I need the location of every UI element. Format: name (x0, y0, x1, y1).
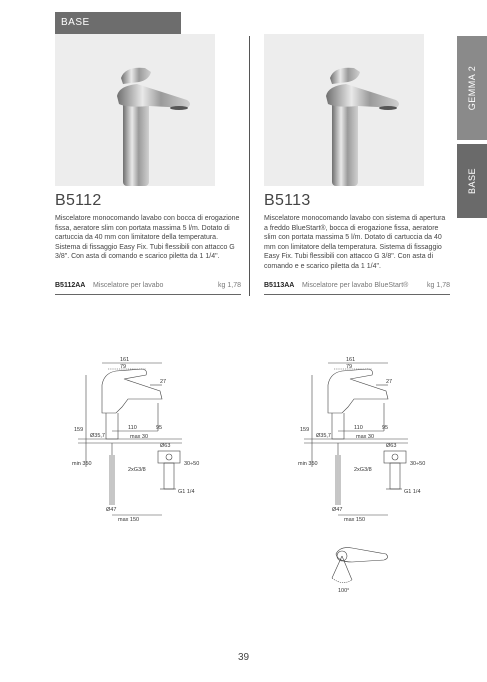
order-row (264, 282, 450, 289)
side-tab-section-label: BASE (467, 167, 477, 195)
order-code: B5112AA (55, 282, 86, 289)
product-photo-b5112 (55, 34, 215, 186)
dim-63: Ø63 (386, 443, 397, 449)
product-description: Miscelatore monocomando lavabo con sistema di apertura a freddo BlueStart®, bocca di erogazione fissa, aeratore slim con portata massima 5 l/m. Dotato di cartuccia da 40 mm con limitatore della temperatura. Sistema di fissaggio Easy Fix. Tubi flessibili con attacco G 3/8". Con asta di comando e e scarico piletta da 1 1/4". (264, 215, 446, 270)
order-divider (55, 294, 241, 295)
technical-drawing-b5112 (72, 355, 242, 525)
dim-161: 161 (120, 357, 130, 363)
dim-27: 27 (160, 379, 167, 385)
order-description: Miscelatore per lavabo (93, 282, 164, 289)
faucet-image (55, 34, 215, 186)
dim-35: Ø35,7 (316, 433, 331, 439)
dim-79: 79 (346, 364, 353, 370)
handle-swing-diagram (322, 540, 392, 596)
column-divider (249, 36, 250, 296)
dim-63: Ø63 (160, 443, 171, 449)
product-code: B5112 (55, 192, 102, 209)
dim-159: 159 (74, 427, 84, 433)
order-divider (264, 294, 450, 295)
dim-30-50: 30÷50 (410, 461, 426, 467)
dim-max150: max 150 (118, 517, 140, 523)
dim-35: Ø35,7 (90, 433, 105, 439)
dim-27: 27 (386, 379, 393, 385)
dim-max30: max 30 (356, 434, 375, 440)
order-weight: kg 1,78 (427, 282, 450, 289)
dim-95: 95 (382, 425, 389, 431)
swing-drawing (322, 540, 392, 596)
order-description: Miscelatore per lavabo BlueStart® (302, 282, 409, 289)
product-description: Miscelatore monocomando lavabo con bocca di erogazione fissa, aeratore slim con portata massima 5 l/m. Dotato di cartuccia da 40 mm con limitatore della temperatura. Sistema di fissaggio Easy Fix. Tubi flessibili con attacco G 3/8". Con asta di comando e scarico piletta da 1 1/4". (55, 215, 240, 261)
faucet-image (264, 34, 424, 186)
dim-g38: 2xG3/8 (128, 467, 146, 473)
dim-g114: G1 1/4 (404, 489, 421, 495)
dim-min350: min 350 (72, 461, 92, 467)
section-header (55, 12, 181, 34)
dim-max30: max 30 (130, 434, 149, 440)
dim-95: 95 (156, 425, 163, 431)
technical-drawing-b5113 (298, 355, 468, 525)
side-tab-section[interactable] (457, 144, 487, 218)
dim-min350: min 350 (298, 461, 318, 467)
order-weight: kg 1,78 (218, 282, 241, 289)
side-tab-collection[interactable] (457, 36, 487, 140)
order-row (55, 282, 241, 289)
product-code: B5113 (264, 192, 311, 209)
dim-30-50: 30÷50 (184, 461, 200, 467)
order-code: B5113AA (264, 282, 295, 289)
dim-79: 79 (120, 364, 127, 370)
product-photo-b5113 (264, 34, 424, 186)
dim-max150: max 150 (344, 517, 366, 523)
dimension-drawing (72, 355, 242, 525)
dim-159: 159 (300, 427, 310, 433)
page-number: 39 (237, 652, 250, 663)
section-header-label: BASE (61, 17, 90, 28)
swing-angle: 100° (338, 588, 350, 594)
dim-161: 161 (346, 357, 356, 363)
dim-g114: G1 1/4 (178, 489, 195, 495)
dim-47: Ø47 (106, 507, 117, 513)
dim-110: 110 (354, 425, 363, 431)
dim-110: 110 (128, 425, 137, 431)
dimension-drawing (298, 355, 468, 525)
dim-g38: 2xG3/8 (354, 467, 372, 473)
dim-47: Ø47 (332, 507, 343, 513)
side-tab-collection-label: GEMMA 2 (467, 65, 477, 111)
